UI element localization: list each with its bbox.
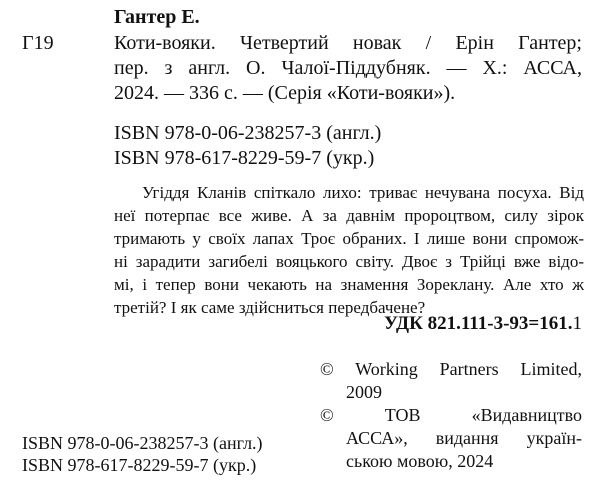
bib-line: Коти-вояки. Четвертий новак / Ерін Гантер; — [114, 32, 582, 54]
bib-line: пер. з англ. О. Чалої-Піддубняк. — Х.: АССА, — [114, 57, 582, 79]
bib-line: 2024. — 336 с. — (Серія «Коти-вояки»). — [114, 82, 456, 104]
annotation-line: Угіддя Кланів спіткало лихо: триває нечувана посуха. Від — [142, 183, 584, 202]
classification-index: Г19 — [22, 32, 54, 54]
udk-tail: 1 — [572, 313, 582, 334]
copyright-block — [320, 358, 582, 473]
copyright-line: © Working Partners Limited, — [320, 359, 582, 379]
annotation — [114, 181, 584, 319]
copyright-line: 2009 — [346, 382, 382, 402]
annotation-line: неї потерпає все живе. А за давнім пророцтвом, силу зірок — [114, 206, 584, 225]
copyright-line: АССА», видання україн- — [346, 428, 582, 448]
bibliographic-description — [114, 31, 582, 106]
udk-code — [0, 313, 582, 335]
isbn-english: ISBN 978-0-06-238257-3 (англ.) — [22, 433, 263, 453]
annotation-line: ні зарадити загибелі вояцького світу. Двоє з Трійці вже відо- — [114, 252, 584, 271]
annotation-line: мі, і тепер вони чекають на знамення Зореклану. Але хто ж — [114, 275, 584, 294]
annotation-line: третій? І як саме здійсниться передбачене? — [114, 298, 426, 317]
copyright-line: ською мовою, 2024 — [346, 451, 494, 471]
isbn-block-top — [114, 121, 381, 171]
udk-main: УДК 821.111-3-93=161. — [383, 313, 573, 334]
copyright-line: © ТОВ «Видавництво — [320, 405, 582, 425]
isbn-block-bottom — [22, 432, 263, 476]
isbn-english: ISBN 978-0-06-238257-3 (англ.) — [114, 122, 382, 144]
isbn-ukrainian: ISBN 978-617-8229-59-7 (укр.) — [114, 147, 375, 169]
isbn-ukrainian: ISBN 978-617-8229-59-7 (укр.) — [22, 455, 257, 475]
annotation-line: тримають у своїх лапах Троє обраних. І лише вони спромож- — [114, 229, 584, 248]
author-name: Гантер Е. — [114, 6, 200, 28]
